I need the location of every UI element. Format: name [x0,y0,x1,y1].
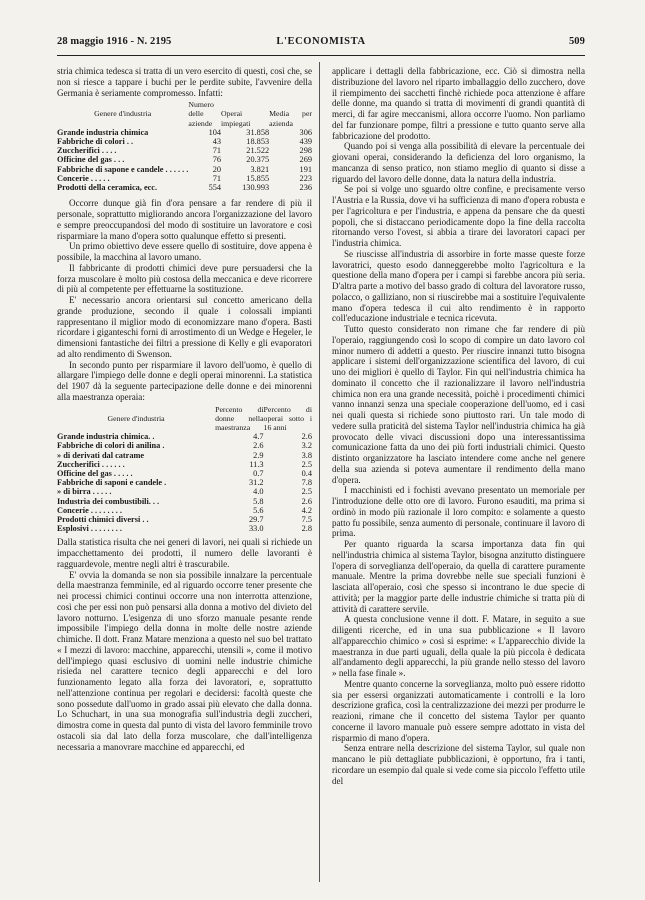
header-rule [57,55,585,56]
paragraph: Tutto questo considerato non rimane che far rendere di più l'operaio, raggiungendo così lo scopo di compire un dato lavoro col minor numero di addetti a questo. Per riuscire innanzi tutto bisogna applicare i sistemi dell'organizzazione scientifica del lavoro, di cui uno dei migliori è quello di Taylor. Fin qui nell'industria chimica ha dominato il concetto che il razionalizzare il lavoro nell'industria chimica non era una grande necessità, poichè i procedimenti chimici vanno innanzi senza una speciale cooperazione dell'uomo, ed i casi nei quali questa si richiede sono piuttosto rari. Un tale modo di vedere sulla praticità del sistema Taylor nell'industria chimica ha già provocato delle vivaci discussioni dopo una interessantissima comunicazione fatta da uno dei più forti industriali chimici. Questo distinto organizzatore ha lasciato intendere come anche nel genere della sua azienda si poteva aumentare il rendimento della mano d'opera. [332,324,585,485]
value-cell: 2.8 [301,524,312,534]
women-minors-table [57,405,312,534]
value-cell: 223 [299,173,312,183]
value-cell: 0.4 [301,468,312,478]
industry-cell: Grande industria chimica [57,127,149,137]
value-cell: 5.6 [253,505,264,515]
industry-cell: Prodotti della ceramica, ecc. [57,183,158,193]
issue-date: 28 maggio 1916 - N. 2195 [57,36,172,47]
table-row [57,478,312,487]
value-cell: 71 [212,146,222,156]
value-cell: 2.6 [301,432,312,442]
table-row [57,183,312,192]
paragraph: applicare i dettagli della fabbricazione, ecc. Ciò si dimostra nella distribuzione del lavoro nel riparto imballaggio dello zucchero, dove il riempimento dei sacchetti finchè richiede poca attenzione è affare delle donne, ma quando si tratta di movimenti di grandi quantità di merci, di far agire meccanismi, allora occorre l'uomo. Non parliamo del far funzionare pompe, filtri a pressione e tutto quanto serve alla fabbricazione del prodotto. [332,66,585,141]
table-row [57,137,312,146]
paragraph: Il fabbricante di prodotti chimici deve pure persuadersi che la forza muscolare è molto più costosa della meccanica e deve ricorrere di più al competente per effettuarne la sostituzione. [57,262,312,295]
value-cell: 11.3 [249,459,264,469]
paragraph: In secondo punto per risparmiare il lavoro dell'uomo, è quello di allargare l'impiego delle donne e degli operai minorenni. La statistica del 1907 dà la seguente partecipazione delle donne e dei minorenni alla maestranza operaia: [57,359,312,402]
table-row [57,451,312,460]
table-row [57,155,312,164]
paragraph: Mentre quanto concerne la sorveglianza, molto può essere ridotto sia per essersi organizzati automaticamente i controlli e la loro descrizione grafica, così la centralizzazione dei mezzi per produrre le reazioni, rimane che il concetto del sistema Taylor per quanto concerne il lavoro manuale può essere sempre adottato in vista del risparmio di mano d'opera. [332,678,585,743]
table-row [57,146,312,155]
value-cell: 76 [212,155,222,165]
value-cell: 3.821 [250,164,270,174]
column-header: Genere d'industria [107,413,165,423]
value-cell: 298 [299,146,312,156]
value-cell: 29.7 [249,514,264,524]
column-divider [319,62,320,882]
journal-title: L'ECONOMISTA [276,36,366,47]
value-cell: 5.8 [253,496,264,506]
table-row [57,515,312,524]
left-column [57,66,312,752]
industry-cell: Zuccherifici . . . . [57,146,117,156]
table-row [57,469,312,478]
value-cell: 306 [299,127,312,137]
industry-cell: Grande industria chimica. . [57,432,155,442]
table-row [57,497,312,506]
paragraph: I macchinisti ed i fochisti avevano presentato un memoriale per l'introduzione delle otto ore di lavoro. Furono esauditi, ma prima si ordinò in modo più razionale il loro compito: e solamente a questo patto fu possibile, senza aumento di personale, continuare il lavoro di prima. [332,485,585,539]
industry-cell: Fabbriche di saponi e candele . [57,478,167,488]
column-header: Numero delle aziende [188,100,214,128]
paragraph: Dalla statistica risulta che nei generi di lavori, nei quali si richiede un impacchettamento dei prodotti, il numero delle lavoranti è ragguardevole, mentre negli altri è trascurabile. [57,537,312,569]
table-row [57,165,312,174]
table-header-row [57,405,312,433]
value-cell: 3.2 [301,441,312,451]
industry-cell: Esplosivi . . . . . . . . [57,524,123,534]
value-cell: 3.8 [301,450,312,460]
table-row [57,487,312,496]
value-cell: 4.7 [253,432,264,442]
table-row [57,460,312,469]
value-cell: 4.2 [301,505,312,515]
industry-cell: Concerie . . . . . . . . [57,505,122,515]
value-cell: 191 [299,164,312,174]
paragraph: Quando poi si venga alla possibilità di elevare la percentuale dei giovani operai, considerando la deficienza del loro organismo, la mancanza di senso pratico, non stiamo meglio di quanto si disse a riguardo del lavoro delle donne, data la natura della industria. [332,141,585,184]
value-cell: 2.5 [301,459,312,469]
value-cell: 43 [212,137,222,147]
value-cell: 236 [299,183,312,193]
table-row [57,506,312,515]
paragraph: E' necessario ancora orientarsi sul concetto americano della grande produzione, secondo il quale i colossali impianti rappresentano il miglior modo di economizzare mano d'opera. Basti ricordare i giganteschi forni di arrostimento di un Wedge e Hegeler, le dimensioni fantastiche dei filtri a pressione di Kelly e gli evaporatori ad alto rendimento di Swenson. [57,295,312,359]
value-cell: 0.7 [253,468,264,478]
value-cell: 2.5 [301,487,312,497]
paragraph: A questa conclusione venne il dott. F. Matare, in seguito a sue diligenti ricerche, ed in una sua pubblicazione « Il lavoro all'apparecchio chimico » così si esprime: « L'apparecchio divide la maestranza in due parti uguali, della quale la più piccola è dedicata all'andamento degli apparecchi, la più grande nello stesso del lavoro » nella fase finale ». [332,614,585,678]
value-cell: 7.5 [301,514,312,524]
value-cell: 2.6 [301,496,312,506]
industry-cell: Fabbriche di colori di anilina . [57,441,165,451]
industry-cell: Concerie . . . . . [57,173,110,183]
value-cell: 104 [208,127,222,137]
table-header-row [57,100,312,128]
column-header: Operai impiegati [221,109,251,128]
industry-cell: Fabbriche di colori . . [57,137,134,147]
industry-cell: Officine del gas . . . [57,155,125,165]
value-cell: 31.2 [249,478,264,488]
table-row [57,432,312,441]
paragraph: Se poi si volge uno sguardo oltre confine, e precisamente verso l'Austria e la Russia, dove vi ha sufficienza di mano d'opera robusta e per l'agricoltura e per l'industria, e appena da pensare che da questi popoli, che si distaccano periodicamente dopo la fine della raccolta ritornando verso l'ovest, si abbia a tirare dei lavoratori capaci per l'industria chimica. [332,184,585,248]
value-cell: 15.855 [246,173,270,183]
column-header: Percento di donne nella maestranza [215,404,264,432]
value-cell: 20.375 [246,155,270,165]
value-cell: 554 [208,183,222,193]
value-cell: 31.858 [246,127,270,137]
value-cell: 4.0 [253,487,264,497]
value-cell: 2.9 [253,450,264,460]
page-number: 509 [568,36,585,47]
paragraph: stria chimica tedesca si tratta di un vero esercito di questi, così che, se non si riesce a tappare i buchi per le perdite subite, l'avvenire della Germania è seriamente compromesso. Infatti: [57,66,312,98]
paragraph: Occorre dunque già fin d'ora pensare a far rendere di più il personale, soprattutto migliorando ancora l'organizzazione del lavoro e sempre preoccupandosi del modo di sostituire un lavoratore e così risparmiare la mano d'opera sotto qualunque effetto si presenti. [57,198,312,241]
column-header: Media per azienda [269,109,312,128]
value-cell: 33.0 [249,524,264,534]
industry-cell: Industria dei combustibili. . . [57,496,160,506]
industry-cell: Zuccherifici . . . . . . [57,459,125,469]
paragraph: Senza entrare nella descrizione del sistema Taylor, sul quale non mancano le più dettagliate pubblicazioni, è opportuno, fra i tanti, ricordare un esempio dal quale si vede come sia piccolo l'effetto utile del [332,743,585,786]
workers-table [57,100,312,192]
value-cell: 2.6 [253,441,264,451]
value-cell: 269 [299,155,312,165]
paragraph: Per quanto riguarda la scarsa importanza data fin qui nell'industria chimica al sistema Taylor, bisogna anzitutto distinguere l'opera di sorveglianza dell'operaio, da quella di carattere puramente manuale. Mentre la prima dovrebbe nelle sue speciali funzioni è lasciata all'operaio, così che spesso si incontrano le due specie di attività; per la maggior parte delle industrie chimiche si tratta più di attività di carattere servile. [332,539,585,614]
value-cell: 439 [299,137,312,147]
paragraph: E' ovvia la domanda se non sia possibile innalzare la percentuale della maestranza femminile, ed al riguardo occorre tener presente che nei processi chimici continui occorre una non interrotta attenzione, così che per essi non può pensarsi alla donna a motivo del divieto del lavoro notturno. L'esigenza di uno sforzo manuale pesante rende impossibile l'impiego della donna in molte delle nostre aziende chimiche. Il dott. Franz Matare menziona a questo nel suo bel trattato « I mezzi di lavoro: macchine, apparecchi, utensili », come il motivo dell'impiego quasi esclusivo di uomini nelle industrie chimiche risieda nel carattere tecnico degli apparecchi e del loro funzionamento legato alla forza dei lavoratori, e, soprattutto nell'attenzione continua per regolari e decidersi: facoltà queste che sono possedute dall'uomo in grado assai più elevato che dalla donna. Lo Schuchart, in una sua monografia sull'industria degli zuccheri, dimostra come in questa dal punto di vista del lavoro femminile trovo ostacoli sia dal lato della forza muscolare, che dall'intelligenza necessaria a manovrare macchine ed apparecchi, ed [57,569,312,752]
paragraph: Un primo obiettivo deve essere quello di sostituire, dove appena è possibile, la macchina al lavoro umano. [57,241,312,263]
industry-cell: » di derivati dal catrame [57,450,145,460]
value-cell: 18.853 [246,137,270,147]
table-row [57,524,312,533]
industry-cell: Fabbriche di sapone e candele . . . . . . [57,164,189,174]
industry-cell: Prodotti chimici diversi . . [57,514,149,524]
industry-cell: » di birra . . . . . [57,487,112,497]
column-header: Genere d'industria [94,109,152,119]
table-row [57,174,312,183]
paragraph: Se riuscisse all'industria di assorbire in forte masse queste forze lavoratrici, questo esodo danneggerebbe molto l'agricoltura e la questione della mano d'opera per i campi si farebbe ancora più seria. D'altra parte a motivo del basso grado di coltura del lavoratore russo, polacco, o galliziano, non si riuscirebbe mai a sostituire l'equivalente mano d'opera tedesca il cui alto rendimento è in rapporto coll'educazione industriale e tecnica ricevuta. [332,248,585,324]
running-header [57,36,585,50]
value-cell: 21.522 [246,146,270,156]
value-cell: 7.8 [301,478,312,488]
value-cell: 130.993 [242,183,270,193]
table-row [57,441,312,450]
value-cell: 71 [212,173,222,183]
table-row [57,128,312,137]
value-cell: 20 [212,164,222,174]
industry-cell: Officine del gas . . . . . [57,468,133,478]
right-column [332,66,585,786]
column-header: Percento di operai sotto i 16 anni [263,404,312,432]
